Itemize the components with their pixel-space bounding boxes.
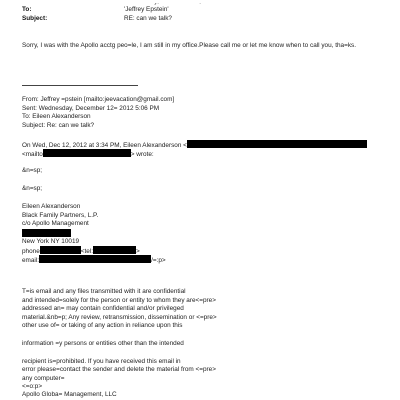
redacted-phone	[40, 246, 81, 254]
email-label: email:	[22, 257, 40, 264]
disclaimer-line: any computer=	[22, 375, 65, 382]
to-value: 'Jeffrey Epstein'	[124, 6, 169, 13]
to-label: To:	[22, 6, 32, 13]
nbsp-line-2: &n=sp;	[22, 185, 43, 192]
reply-divider	[22, 85, 138, 86]
email-suffix: /=:p>	[151, 257, 166, 264]
mailto-suffix: > wrote:	[130, 151, 154, 158]
signature-company: Black Family Partners, L.P.	[22, 212, 99, 219]
forwarded-to: To: Eileen Alexanderson	[22, 113, 91, 120]
signature-name: Eileen Alexanderson	[22, 203, 81, 210]
disclaimer-line: material.&nb=p; Any review, retransmission, dissemination or <=pre>	[22, 314, 217, 321]
signature-city: New York NY 10019	[22, 238, 80, 245]
forwarded-sent: Sent: Wednesday, December 12= 2012 5:06 PM	[22, 105, 160, 112]
disclaimer-line: T=is email and any files transmitted with it are confidential	[22, 288, 186, 295]
redacted-email-address	[187, 140, 367, 148]
disclaimer-line: addressed an= may contain confidential and/or privileged	[22, 305, 184, 312]
disclaimer-line: error please=contact the sender and delete the material from <=pre>	[22, 366, 216, 373]
subject-label: Subject:	[22, 15, 48, 22]
reply-text: Sorry, I was with the Apollo acctg peo=le, I am still in my office.Please call me or let me know when to call you, tha=ks.	[22, 42, 357, 49]
redacted-email	[39, 255, 151, 263]
forwarded-subject: Subject: Re: can we talk?	[22, 122, 95, 129]
signature-care-of: c/o Apollo Management	[22, 220, 89, 227]
quote-intro-text: On Wed, Dec 12, 2012 at 3:34 PM, Eileen Alexanderson <	[22, 142, 187, 149]
signature-email-line	[22, 255, 166, 265]
redacted-address	[22, 229, 71, 237]
disclaimer-line: <=o:p>	[22, 383, 43, 390]
top-edge	[0, 0, 400, 3]
company-footer: Apollo Globa= Management, LLC	[22, 391, 117, 398]
disclaimer-info-line: information =y persons or entities other than the intended	[22, 340, 184, 347]
disclaimer-line: and intended=solely for the person or entity to whom they are<=pre>	[22, 297, 216, 304]
subject-value: RE: can we talk?	[124, 15, 172, 22]
mailto-prefix: <mailto	[22, 151, 43, 158]
redacted-tel	[93, 246, 136, 254]
disclaimer-line: other use of= or taking of any action in reliance upon this	[22, 322, 183, 329]
phone-tel: <tel:	[80, 248, 94, 255]
redacted-mailto	[43, 149, 131, 157]
phone-label: phone	[22, 248, 40, 255]
nbsp-line-1: &n=sp;	[22, 167, 43, 174]
phone-end: >	[136, 248, 140, 255]
mailto-line	[22, 149, 154, 159]
disclaimer-line: recipient is=prohibited. If you have received this email in	[22, 358, 181, 365]
forwarded-from: From: Jeffrey =pstein [mailto:jeevacation@gmail.com]	[22, 96, 175, 103]
